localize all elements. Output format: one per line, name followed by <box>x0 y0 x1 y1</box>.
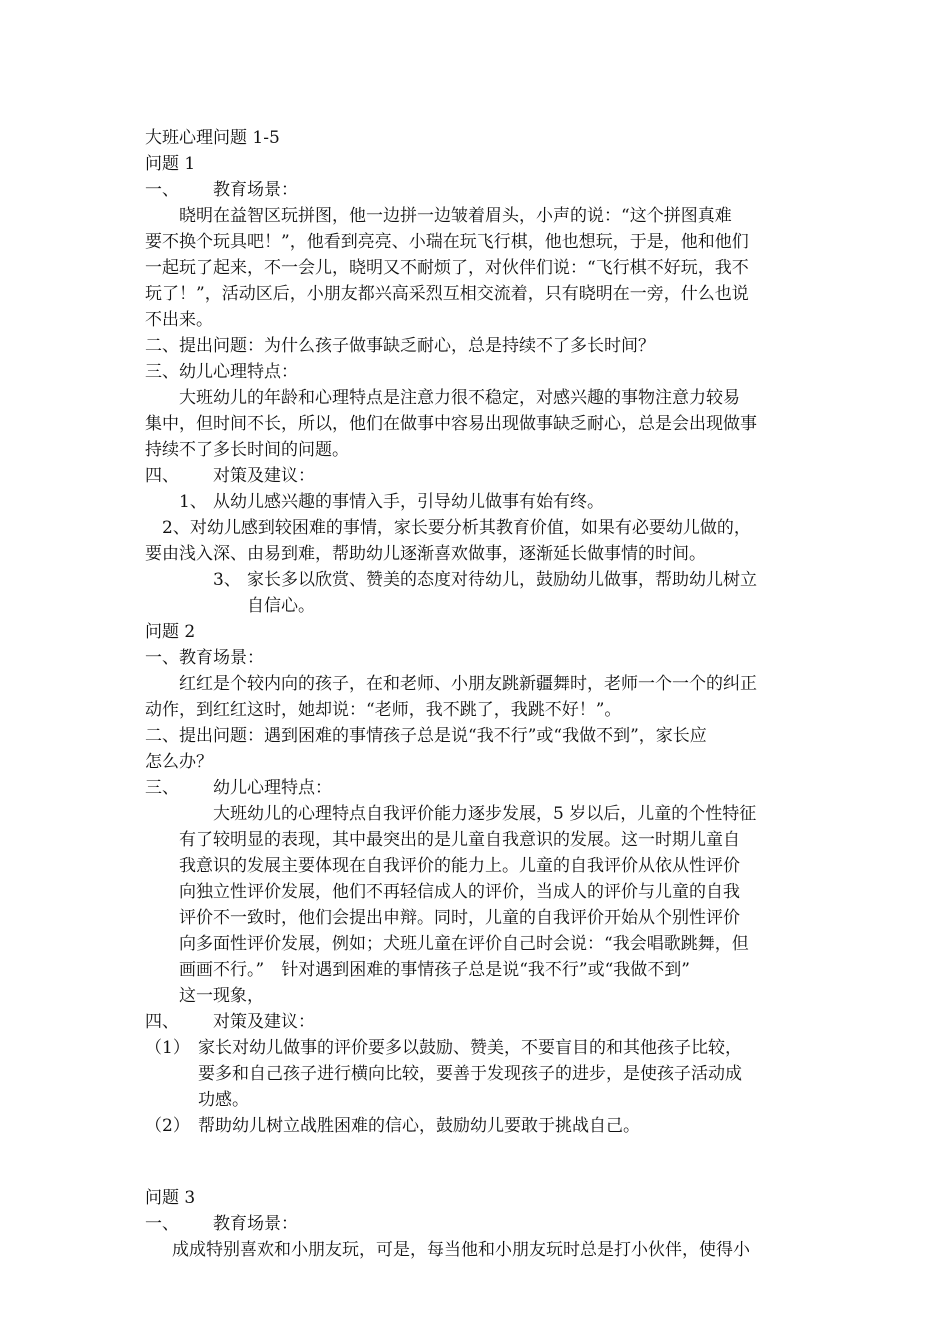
q2-psychology-line: 这一现象， <box>179 986 264 1006</box>
q1-advice-1-number: 1、 <box>179 492 207 512</box>
q2-section-3-number: 三、 <box>145 778 179 798</box>
q2-psychology-line: 画画不行。” 针对遇到困难的事情孩子总是说“我不行”或“我做不到” <box>179 960 690 980</box>
q2-psychology-line: 大班幼儿的心理特点自我评价能力逐步发展，5 岁以后，儿童的个性特征 <box>213 804 757 824</box>
q1-section-4-number: 四、 <box>145 466 179 486</box>
q1-scene-line: 要不换个玩具吧！”，他看到亮亮、小瑞在玩飞行棋，他也想玩，于是，他和他们 <box>145 232 749 252</box>
q1-advice-3-number: 3、 <box>213 570 241 590</box>
q1-scene-line: 玩了！”，活动区后，小朋友都兴高采烈互相交流着，只有晓明在一旁，什么也说 <box>145 284 749 304</box>
q1-advice-2-line: 要由浅入深、由易到难，帮助幼儿逐渐喜欢做事，逐渐延长做事情的时间。 <box>145 544 706 564</box>
q2-advice-2: 帮助幼儿树立战胜困难的信心，鼓励幼儿要敢于挑战自己。 <box>198 1116 640 1136</box>
q1-scene-line: 晓明在益智区玩拼图，他一边拼一边皱着眉头，小声的说：“这个拼图真难 <box>179 206 732 226</box>
q2-advice-1-line: 家长对幼儿做事的评价要多以鼓励、赞美，不要盲目的和其他孩子比较， <box>198 1038 742 1058</box>
q1-scene-line: 一起玩了起来，不一会儿，晓明又不耐烦了，对伙伴们说：“飞行棋不好玩，我不 <box>145 258 749 278</box>
q2-section-2-line: 二、提出问题：遇到困难的事情孩子总是说“我不行”或“我做不到”，家长应 <box>145 726 707 746</box>
q1-scene-line: 不出来。 <box>145 310 213 330</box>
q1-section-1-number: 一、 <box>145 180 179 200</box>
q1-section-4-label: 对策及建议： <box>213 466 315 486</box>
question-1-heading: 问题 1 <box>145 154 196 174</box>
q2-psychology-line: 评价不一致时，他们会提出申辩。同时，儿童的自我评价开始从个别性评价 <box>179 908 740 928</box>
question-3-heading: 问题 3 <box>145 1188 196 1208</box>
q2-section-3-label: 幼儿心理特点： <box>213 778 332 798</box>
q3-section-1-number: 一、 <box>145 1214 179 1234</box>
q2-psychology-line: 向多面性评价发展，例如；犬班儿童在评价自己时会说：“我会唱歌跳舞，但 <box>179 934 749 954</box>
question-2-heading: 问题 2 <box>145 622 196 642</box>
q1-advice-2-line: 2、对幼儿感到较困难的事情，家长要分析其教育价值，如果有必要幼儿做的， <box>162 518 751 538</box>
q1-section-1-label: 教育场景： <box>213 180 298 200</box>
q1-advice-3-line: 自信心。 <box>247 596 315 616</box>
q2-advice-2-number: （2） <box>145 1116 190 1136</box>
q3-scene-line: 成成特别喜欢和小朋友玩，可是，每当他和小朋友玩时总是打小伙伴，使得小 <box>172 1240 750 1260</box>
q2-section-4-label: 对策及建议： <box>213 1012 315 1032</box>
q1-advice-1: 从幼儿感兴趣的事情入手，引导幼儿做事有始有终。 <box>213 492 604 512</box>
q2-section-4-number: 四、 <box>145 1012 179 1032</box>
q1-psychology-line: 持续不了多长时间的问题。 <box>145 440 349 460</box>
q2-section-1: 一、教育场景： <box>145 648 264 668</box>
q2-scene-line: 红红是个较内向的孩子，在和老师、小朋友跳新疆舞时，老师一个一个的纠正 <box>179 674 757 694</box>
q1-section-2: 二、提出问题：为什么孩子做事缺乏耐心，总是持续不了多长时间？ <box>145 336 655 356</box>
q2-psychology-line: 我意识的发展主要体现在自我评价的能力上。儿童的自我评价从依从性评价 <box>179 856 740 876</box>
q2-psychology-line: 有了较明显的表现，其中最突出的是儿童自我意识的发展。这一时期儿童自 <box>179 830 740 850</box>
q1-psychology-line: 大班幼儿的年龄和心理特点是注意力很不稳定，对感兴趣的事物注意力较易 <box>179 388 740 408</box>
q1-section-3: 三、幼儿心理特点： <box>145 362 298 382</box>
document-title: 大班心理问题 1-5 <box>145 128 280 148</box>
q2-scene-line: 动作，到红红这时，她却说：“老师，我不跳了，我跳不好！”。 <box>145 700 622 720</box>
q3-section-1-label: 教育场景： <box>213 1214 298 1234</box>
q2-psychology-line: 向独立性评价发展，他们不再轻信成人的评价，当成人的评价与儿童的自我 <box>179 882 740 902</box>
q2-section-2-line: 怎么办？ <box>145 752 213 772</box>
q2-advice-1-line: 功感。 <box>198 1090 249 1110</box>
q2-advice-1-number: （1） <box>145 1038 190 1058</box>
q1-advice-3-line: 家长多以欣赏、赞美的态度对待幼儿，鼓励幼儿做事，帮助幼儿树立 <box>247 570 757 590</box>
q2-advice-1-line: 要多和自己孩子进行横向比较，要善于发现孩子的进步，是使孩子活动成 <box>198 1064 742 1084</box>
q1-psychology-line: 集中，但时间不长，所以，他们在做事中容易出现做事缺乏耐心，总是会出现做事 <box>145 414 757 434</box>
